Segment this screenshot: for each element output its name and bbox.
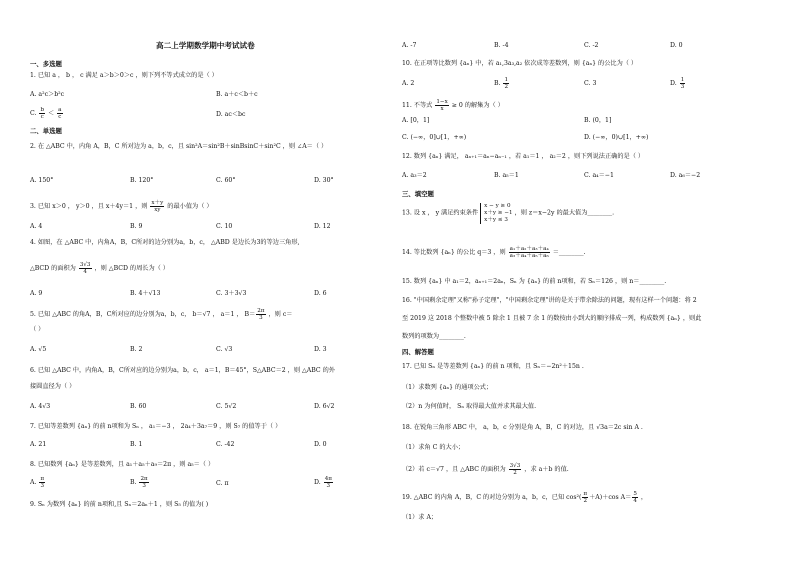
section-multi: 一、多选题 <box>30 60 62 68</box>
q12-option-d[interactable]: D. a₆＝−2 <box>670 172 701 179</box>
q19-part1: （1）求 A； <box>402 514 438 521</box>
q4-option-a[interactable]: A. 9 <box>30 290 43 297</box>
q11-frac: $\frac{1-x}{x}$ <box>436 99 448 112</box>
q10-option-c[interactable]: C. 3 <box>584 80 597 87</box>
q4-option-c[interactable]: C. 3＋3√3 <box>216 290 247 297</box>
q5-paren: （ ） <box>30 326 45 333</box>
q2-option-d[interactable]: D. 30° <box>314 177 334 184</box>
q6-option-b[interactable]: B. 60 <box>130 403 147 410</box>
q10-option-b[interactable]: B. $\frac{1}{2}$ <box>494 77 509 90</box>
question-1[interactable]: 1. 已知 a ， b ， c 满足 a＞b＞0＞c ，则下列不等式成立的是（ ） <box>30 72 218 79</box>
q12-option-a[interactable]: A. a₃＝2 <box>402 172 427 179</box>
page-title: 高二上学期数学期中考试试卷 <box>156 41 255 50</box>
section-answer: 四、解答题 <box>402 348 434 356</box>
q14-frac: $\frac{\text{a₁＋a₂＋a₃＋a₄}}{\text{a₃＋a₄＋a₅＋a₆}}$ <box>509 246 549 259</box>
q5-option-a[interactable]: A. √5 <box>30 346 47 353</box>
q3-option-d[interactable]: D. 12 <box>314 223 331 230</box>
q8-option-c[interactable]: C. π <box>216 480 229 487</box>
question-19[interactable]: 19. △ABC 的内角 A，B，C 的对边分别为 a，b，c，已知 cos²( $\frac{\pi}{2}$ ＋A)＋cos A＝ $\frac{5}{4}$ ， <box>402 491 648 504</box>
q12-option-b[interactable]: B. a₅＝1 <box>494 172 519 179</box>
q9-option-c[interactable]: C. -2 <box>584 42 599 49</box>
q9-option-b[interactable]: B. -4 <box>494 42 509 49</box>
q9-option-a[interactable]: A. -7 <box>402 42 417 49</box>
q19-frac1: $\frac{\pi}{2}$ <box>583 491 588 504</box>
q6-option-c[interactable]: C. 5√2 <box>216 403 237 410</box>
question-12[interactable]: 12. 数列 {aₙ} 满足， aₙ₊₁＝aₙ−aₙ₋₁ ，若 a₁＝1 ， a₂＝2 ，则下列说法正确的是（ ） <box>402 153 645 160</box>
q17-part2: （2）n 为何值时， Sₙ 取得最大值并求其最大值. <box>402 403 537 410</box>
q6-option-d[interactable]: D. 6√2 <box>314 403 335 410</box>
question-3[interactable]: 3. 已知 x＞0 ， y＞0 ，且 x＋4y＝1 ，则 $\frac{x+y}{xy}$ 的最小值为（ ） <box>30 200 213 213</box>
q7-option-c[interactable]: C. -42 <box>216 441 235 448</box>
q9-option-d[interactable]: D. 0 <box>670 42 683 49</box>
question-16-line3[interactable]: 数列的项数为________. <box>402 333 466 340</box>
q1-c-frac1: $\frac{b}{c}$ <box>40 107 45 120</box>
q18-part1: （1）求角 C 的大小； <box>402 444 465 451</box>
q1-option-c[interactable]: C. $\frac{b}{c}$ ＜ $\frac{a}{c}$ <box>30 107 62 120</box>
q3-frac: $\frac{x+y}{xy}$ <box>151 200 164 213</box>
question-10[interactable]: 10. 在正项等比数列 {aₙ} 中，若 a₁,3a₃,a₂ 依次成等差数列，则 {aₙ} 的公比为（ ） <box>402 60 638 67</box>
q3-option-a[interactable]: A. 4 <box>30 223 43 230</box>
section-fill: 三、填空题 <box>402 190 434 198</box>
q7-option-a[interactable]: A. 21 <box>30 441 47 448</box>
q2-option-c[interactable]: C. 60° <box>216 177 236 184</box>
q4-option-b[interactable]: B. 4＋√13 <box>130 290 161 297</box>
question-18[interactable]: 18. 在锐角三角形 ABC 中， a，b，c 分别是角 A，B，C 的对边，且 √3a＝2c sin A . <box>402 424 643 431</box>
q1-option-a[interactable]: A. a²c＞b²c <box>30 91 65 98</box>
q5-frac: $\frac{2\pi}{3}$ <box>257 308 265 321</box>
question-8[interactable]: 8. 已知数列 {aₙ} 是等差数列，且 a₁＋a₅＋a₉＝2π ，则 a₅＝（ ） <box>30 461 215 468</box>
question-5[interactable]: 5. 已知 △ABC 的角A，B，C所对应的边分别为a，b，c， b＝√7 ， a＝1 ， B＝ $\frac{2\pi}{3}$ ，则 c＝ <box>30 308 293 321</box>
q10-option-a[interactable]: A. 2 <box>402 80 415 87</box>
q8-option-d[interactable]: D. $\frac{4\pi}{3}$ <box>314 476 332 489</box>
question-13[interactable]: 13. 设 x ， y 满足约束条件 x − y ≥ 0 x＋y ≥ −1 x＋y ≤ 3 ，则 z＝x−2y 的最大值为________. <box>402 203 615 223</box>
q18-frac: $\frac{3√3}{2}$ <box>509 463 521 476</box>
q8-option-b[interactable]: B. $\frac{2\pi}{3}$ <box>130 476 148 489</box>
q8-option-a[interactable]: A. $\frac{\pi}{3}$ <box>30 476 45 489</box>
question-4-line1[interactable]: 4. 如图，在 △ABC 中，内角A，B，C所对的边分别为a，b，c， △ABD 是边长为3的等边三角形, <box>30 239 300 246</box>
question-15[interactable]: 15. 数列 {aₙ} 中 a₁＝2，aₙ₊₁＝2aₙ，Sₙ 为 {aₙ} 的前 n项和，若 Sₙ＝126 ，则 n＝________. <box>402 278 667 285</box>
question-2[interactable]: 2. 在 △ABC 中，内角 A，B，C 所对边为 a，b，c，且 sin²A＝sin²B＋sinBsinC＋sin²C ，则 ∠A＝（ ） <box>30 143 328 150</box>
q5-option-b[interactable]: B. 2 <box>130 346 143 353</box>
question-4-line2[interactable]: △BCD 的面积为 $\frac{3√3}{4}$ ，则 △BCD 的周长为（ ） <box>30 262 169 275</box>
q4-option-d[interactable]: D. 6 <box>314 290 327 297</box>
q7-option-d[interactable]: D. 0 <box>314 441 327 448</box>
q2-option-a[interactable]: A. 150° <box>30 177 54 184</box>
q1-c-label: C. <box>30 110 39 117</box>
q17-part1: （1）求数列 {aₙ} 的通项公式； <box>402 384 493 391</box>
q13-constraint-system: x − y ≥ 0 x＋y ≥ −1 x＋y ≤ 3 <box>480 203 512 224</box>
question-9[interactable]: 9. Sₙ 为数列 {aₙ} 的前 n项和,且 Sₙ＝2aₙ＋1 ，则 S₅ 的值为( ) <box>30 501 209 508</box>
q11-option-d[interactable]: D. (−∞，0)∪[1，+∞) <box>584 134 649 141</box>
q1-option-b[interactable]: B. a＋c＜b＋c <box>216 91 258 98</box>
q3-option-b[interactable]: B. 9 <box>130 223 143 230</box>
question-6-line1[interactable]: 6. 已知 △ABC 中，内角A，B，C所对应的边分别为a，b，c， a＝1，B＝45°，S△ABC＝2 ，则 △ABC 的外 <box>30 367 335 374</box>
q11-option-a[interactable]: A. [0，1] <box>402 117 430 124</box>
question-7[interactable]: 7. 已知等差数列 {aₙ} 的前 n项和为 Sₙ ， a₁＝−3 ， 2a₄＋3a₇＝9 ，则 S₇ 的值等于（ ） <box>30 423 282 430</box>
q18-part2: （2）若 c＝√7 ，且 △ABC 的面积为 $\frac{3√3}{2}$ ，求 a＋b 的值. <box>402 463 569 476</box>
q4-frac: $\frac{3√3}{4}$ <box>79 262 91 275</box>
q1-option-d[interactable]: D. ac＜bc <box>216 111 246 118</box>
question-16-line1[interactable]: 16. "中国剩余定理"又称"孙子定理"，"中国剩余定理"讲的是关于带余除法的问题，现有这样一个问题：将 2 <box>402 297 697 304</box>
q10-option-d[interactable]: D. $\frac{1}{3}$ <box>670 77 685 90</box>
q3-option-c[interactable]: C. 10 <box>216 223 233 230</box>
q7-option-b[interactable]: B. 1 <box>130 441 143 448</box>
q19-frac2: $\frac{5}{4}$ <box>633 491 637 504</box>
question-6-line2[interactable]: 接圆直径为（ ） <box>30 383 76 390</box>
q6-option-a[interactable]: A. 4√3 <box>30 403 51 410</box>
question-14[interactable]: 14. 等比数列 {aₙ} 的公比 q＝3 ，则 $\frac{\text{a₁＋a₂＋a₃＋a₄}}{\text{a₃＋a₄＋a₅＋a₆}}$ ＝________. <box>402 246 586 259</box>
question-11[interactable]: 11. 不等式 $\frac{1-x}{x}$ ≥ 0 的解集为（ ） <box>402 99 504 112</box>
q2-option-b[interactable]: B. 120° <box>130 177 154 184</box>
q11-option-c[interactable]: C. (−∞，0]∪[1，+∞) <box>402 134 467 141</box>
q5-option-d[interactable]: D. 3 <box>314 346 327 353</box>
q5-option-c[interactable]: C. √3 <box>216 346 233 353</box>
section-single: 二、单选题 <box>30 127 62 135</box>
q1-c-frac2: $\frac{a}{c}$ <box>58 107 62 120</box>
question-17[interactable]: 17. 已知 Sₙ 是等差数列 {aₙ} 的前 n 项和，且 Sₙ＝−2n²＋15n . <box>402 363 584 370</box>
question-16-line2[interactable]: 至 2019 这 2018 个整数中被 5 除余 1 且被 7 余 1 的数按由小到大的顺序排成一列，构成数列 {aₙ} ，则此 <box>402 315 702 322</box>
q11-option-b[interactable]: B. (0，1] <box>584 117 612 124</box>
q12-option-c[interactable]: C. a₄＝−1 <box>584 172 614 179</box>
